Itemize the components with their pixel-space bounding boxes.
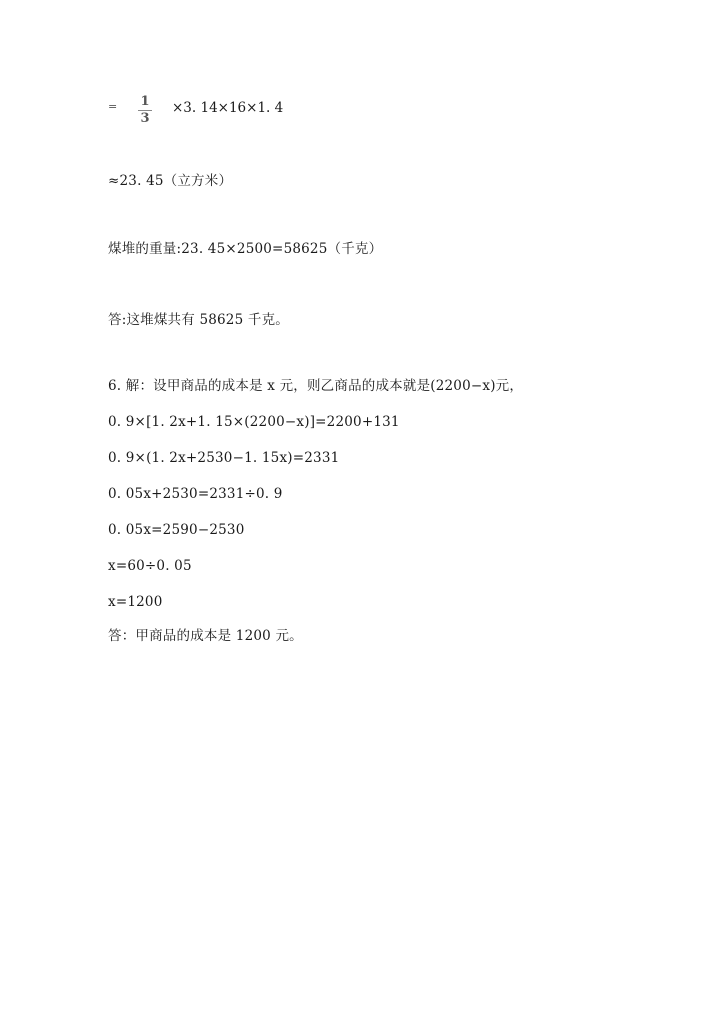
multiplication-expression: ×3. 14×16×1. 4	[172, 100, 284, 116]
fraction-denominator: 3	[138, 110, 152, 127]
coal-weight-line: 煤堆的重量:23. 45×2500=58625（千克）	[108, 241, 383, 257]
equation-line-2: 0. 9×(1. 2x+2530−1. 15x)=2331	[108, 450, 340, 466]
volume-result-line: ≈23. 45（立方米）	[108, 173, 233, 189]
equation-line-3: 0. 05x+2530=2331÷0. 9	[108, 486, 283, 502]
equation-line-5: x=60÷0. 05	[108, 558, 192, 574]
answer-coal-line: 答:这堆煤共有 58625 千克。	[108, 312, 289, 328]
fraction-one-third	[138, 94, 152, 127]
answer-cost-line: 答：甲商品的成本是 1200 元。	[108, 628, 303, 644]
equation-line-1: 0. 9×[1. 2x+1. 15×(2200−x)]=2200+131	[108, 414, 400, 430]
problem-6-solution-line: 6. 解：设甲商品的成本是 x 元，则乙商品的成本就是(2200−x)元，	[108, 378, 524, 394]
fraction-numerator: 1	[140, 94, 150, 109]
equation-line-6: x=1200	[108, 594, 163, 610]
equals-sign: =	[108, 100, 118, 113]
equation-line-4: 0. 05x=2590−2530	[108, 522, 245, 538]
